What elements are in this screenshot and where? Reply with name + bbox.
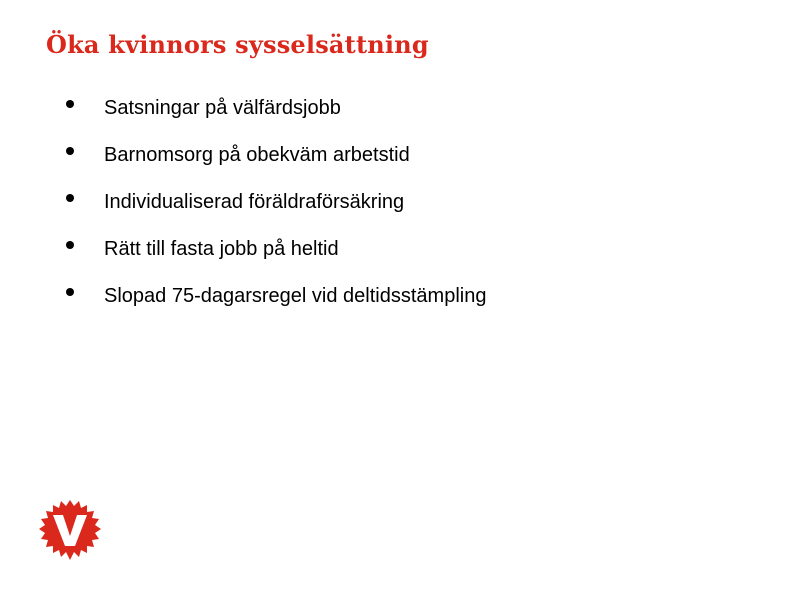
bullet-text: Barnomsorg på obekväm arbetstid [104, 143, 410, 166]
list-item [66, 131, 486, 178]
bullet-icon [66, 194, 74, 202]
list-item [66, 178, 486, 225]
bullet-text: Slopad 75-dagarsregel vid deltidsstämpling [104, 284, 487, 307]
list-item [66, 272, 486, 319]
bullet-text: Satsningar på välfärdsjobb [104, 96, 341, 119]
bullet-list [66, 84, 486, 319]
v-rose-logo-icon [38, 498, 102, 562]
bullet-icon [66, 241, 74, 249]
list-item [66, 225, 486, 272]
logo-rose-shape [39, 500, 101, 560]
bullet-icon [66, 100, 74, 108]
bullet-text: Individualiserad föräldraförsäkring [104, 190, 405, 213]
bullet-icon [66, 147, 74, 155]
slide-title: Öka kvinnors sysselsättning [46, 30, 429, 59]
bullet-icon [66, 288, 74, 296]
list-item [66, 84, 486, 131]
bullet-text: Rätt till fasta jobb på heltid [104, 237, 339, 260]
